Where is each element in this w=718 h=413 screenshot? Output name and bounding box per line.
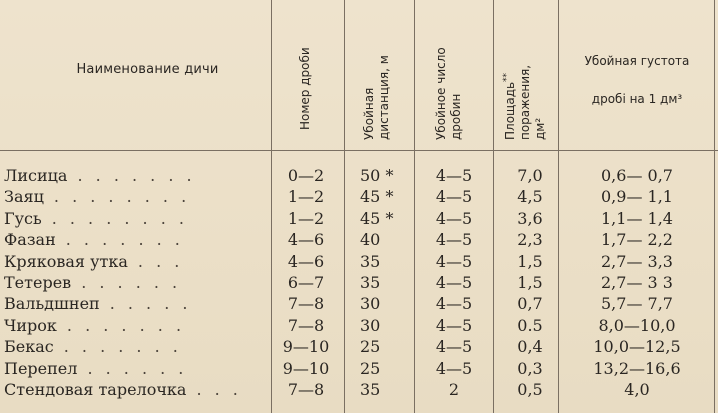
- row-shot-number: 0—2: [287, 166, 325, 185]
- row-game-name-text: Перепел: [4, 358, 78, 378]
- row-kill-density: 8,0—10,0: [598, 315, 676, 335]
- header-divider: [0, 150, 718, 151]
- row-leader-dots: . . . . . . .: [66, 315, 186, 335]
- header-hit-area: [500, 65, 548, 140]
- row-kill-distance: 30: [360, 294, 381, 314]
- row-kill-density: 0,9— 1,1: [601, 187, 673, 207]
- row-kill-pellets: 4—5: [435, 315, 473, 335]
- row-hit-area: 1,5: [517, 273, 543, 292]
- row-kill-pellets: 2: [448, 380, 460, 399]
- row-game-name-text: Вальдшнеп: [4, 294, 100, 314]
- row-kill-pellets: 4—5: [435, 208, 473, 228]
- row-game-name-text: Стендовая тарелочка: [4, 380, 187, 399]
- row-kill-density: 0,6— 0,7: [601, 166, 673, 185]
- row-hit-area: 2,3: [517, 230, 543, 250]
- row-kill-density: 1,7— 2,2: [601, 230, 673, 250]
- row-hit-area: 3,6: [517, 208, 543, 228]
- row-game-name-text: Кряковая утка: [4, 251, 128, 271]
- row-kill-pellets: 4—5: [435, 166, 473, 185]
- row-game-name-text: Заяц: [4, 187, 44, 207]
- row-shot-number: 9—10: [282, 358, 330, 378]
- row-shot-number: 4—6: [287, 230, 325, 250]
- header-hit-area-line1-text: Площадь: [503, 81, 517, 140]
- header-kill-pellets-line1: Убойное число: [434, 47, 448, 140]
- header-kill-distance-line2: дистанция, м: [377, 55, 391, 140]
- row-kill-density: 2,7— 3 3: [601, 273, 673, 292]
- row-shot-number: 1—2: [287, 187, 325, 207]
- row-game-name: [4, 166, 266, 186]
- row-leader-dots: . . . . . . . .: [51, 208, 188, 228]
- row-kill-distance: 25: [360, 337, 381, 357]
- table-row: [0, 380, 718, 400]
- row-game-name: [4, 359, 266, 379]
- header-hit-area-footnote-mark: **: [502, 72, 512, 82]
- row-game-name: [4, 230, 266, 250]
- row-hit-area: 1,5: [517, 251, 543, 271]
- row-shot-number: 7—8: [287, 380, 325, 399]
- row-kill-pellets: 4—5: [435, 251, 473, 271]
- table-row: [0, 337, 718, 357]
- row-leader-dots: . . .: [196, 380, 242, 399]
- row-game-name-text: Гусь: [4, 208, 42, 228]
- header-game-name: Наименование дичи: [76, 62, 219, 77]
- table-row: [0, 316, 718, 336]
- header-kill-pellets: [434, 47, 464, 140]
- row-leader-dots: . . . . . . .: [63, 337, 182, 357]
- row-shot-number: 6—7: [287, 273, 325, 292]
- row-hit-area: 7,0: [517, 166, 543, 185]
- table-row: [0, 359, 718, 379]
- row-kill-density: 2,7— 3,3: [601, 251, 673, 271]
- row-game-name: [4, 337, 266, 357]
- header-hit-area-line3: дм²: [533, 117, 547, 140]
- row-kill-distance: 35: [360, 273, 381, 292]
- row-kill-pellets: 4—5: [435, 294, 473, 314]
- row-game-name: [4, 209, 266, 229]
- header-kill-density-line2: дробі на 1 дм³: [591, 92, 683, 106]
- row-kill-pellets: 4—5: [435, 273, 473, 292]
- table-row: [0, 209, 718, 229]
- header-kill-distance-line1: Убойная: [362, 87, 376, 140]
- row-kill-distance: 35: [360, 251, 381, 271]
- row-hit-area: 0,5: [517, 380, 543, 399]
- row-hit-area: 0,7: [517, 294, 543, 314]
- header-kill-pellets-line2: дробин: [449, 93, 463, 140]
- row-leader-dots: . . . . .: [109, 294, 192, 314]
- row-hit-area: 0,4: [517, 337, 543, 357]
- header-shot-number: [298, 47, 313, 130]
- row-leader-dots: . . . . . . .: [77, 166, 196, 185]
- table-row: [0, 166, 718, 186]
- row-leader-dots: . . . . . . . .: [53, 187, 191, 207]
- row-kill-density: 1,1— 1,4: [601, 208, 673, 228]
- row-hit-area: 0.5: [517, 315, 543, 335]
- row-kill-density: 10,0—12,5: [593, 337, 681, 357]
- row-game-name-text: Бекас: [4, 337, 54, 357]
- table-row: [0, 273, 718, 293]
- row-shot-number: 7—8: [287, 315, 325, 335]
- row-kill-distance: 50 *: [360, 166, 394, 185]
- row-kill-density: 5,7— 7,7: [601, 294, 673, 314]
- row-game-name-text: Чирок: [4, 315, 57, 335]
- row-kill-pellets: 4—5: [435, 358, 473, 378]
- table-row: [0, 252, 718, 272]
- header-kill-density-line1: Убойная густота: [584, 54, 690, 68]
- table-row: [0, 294, 718, 314]
- row-shot-number: 7—8: [287, 294, 325, 314]
- row-kill-distance: 45 *: [360, 187, 394, 207]
- row-kill-density: 4,0: [624, 380, 650, 399]
- row-shot-number: 1—2: [287, 208, 325, 228]
- header-kill-density: [562, 42, 712, 118]
- row-leader-dots: . . . . . .: [87, 358, 188, 378]
- row-game-name: [4, 187, 266, 207]
- row-kill-distance: 30: [360, 315, 381, 335]
- header-kill-distance: [362, 55, 392, 140]
- header-shot-number-text: Номер дроби: [298, 47, 312, 130]
- row-hit-area: 4,5: [517, 187, 543, 207]
- row-kill-distance: 40: [360, 230, 381, 250]
- row-shot-number: 4—6: [287, 251, 325, 271]
- row-leader-dots: . . . . . . .: [65, 230, 184, 250]
- table-row: [0, 187, 718, 207]
- row-kill-distance: 25: [360, 358, 381, 378]
- row-kill-pellets: 4—5: [435, 230, 473, 250]
- row-game-name: [4, 252, 266, 272]
- row-kill-distance: 35: [360, 380, 381, 399]
- row-kill-pellets: 4—5: [435, 337, 473, 357]
- header-hit-area-line2: поражения,: [518, 64, 532, 140]
- row-game-name-text: Тетерев: [4, 273, 72, 292]
- row-game-name: [4, 273, 266, 293]
- row-kill-pellets: 4—5: [435, 187, 473, 207]
- row-game-name: [4, 380, 266, 400]
- row-game-name: [4, 294, 266, 314]
- row-game-name-text: Фазан: [4, 230, 56, 250]
- row-game-name: [4, 316, 266, 336]
- row-shot-number: 9—10: [282, 337, 330, 357]
- row-hit-area: 0,3: [517, 358, 543, 378]
- table-row: [0, 230, 718, 250]
- row-kill-distance: 45 *: [360, 208, 394, 228]
- row-leader-dots: . . .: [137, 251, 184, 271]
- header-hit-area-line1: [500, 65, 518, 140]
- row-leader-dots: . . . . . .: [81, 273, 182, 292]
- row-kill-density: 13,2—16,6: [593, 358, 681, 378]
- row-game-name-text: Лисица: [4, 166, 68, 185]
